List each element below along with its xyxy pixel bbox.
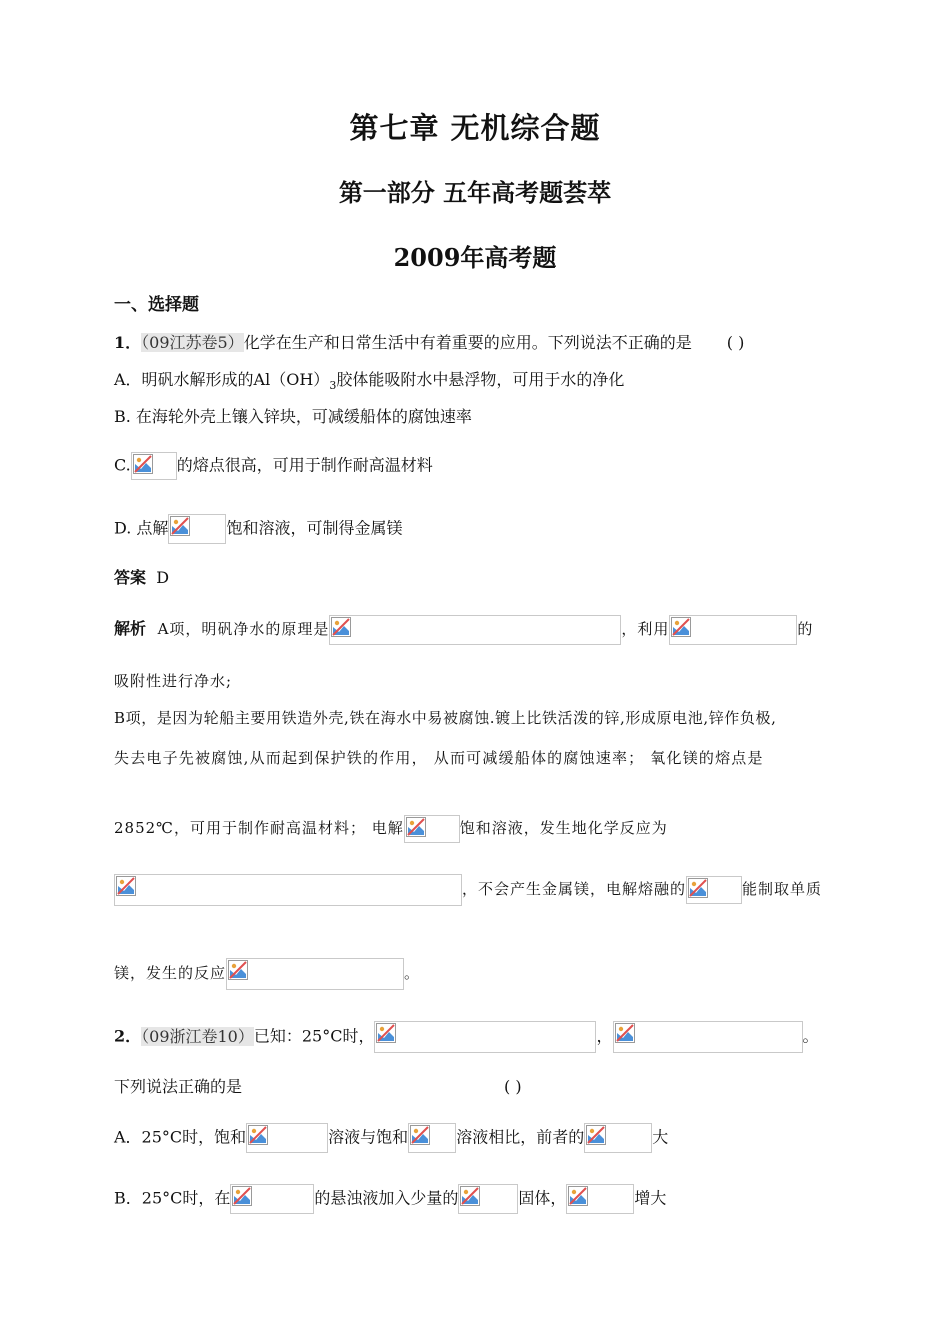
broken-image-icon bbox=[410, 1125, 430, 1145]
analysis-text: 。 bbox=[404, 964, 421, 982]
q1-option-c-label: C. bbox=[114, 455, 131, 475]
analysis-text: 镁，发生的反应 bbox=[114, 964, 227, 982]
formula-image bbox=[669, 615, 797, 645]
broken-image-icon bbox=[406, 817, 426, 837]
q1-source: （09江苏卷5） bbox=[141, 333, 244, 352]
chapter-title: 第七章 无机综合题 bbox=[349, 111, 601, 145]
q2-line-2 bbox=[114, 1076, 522, 1098]
formula-image bbox=[168, 514, 226, 544]
answer-value: D bbox=[156, 568, 170, 587]
analysis-text: A项，明矾净水的原理是 bbox=[157, 620, 330, 638]
q1-analysis-line-3: B项，是因为轮船主要用铁造外壳,铁在海水中易被腐蚀.镀上比铁活泼的锌,形成原电池,锌作负极, bbox=[114, 709, 777, 727]
q1-option-a-text-2: 胶体能吸附水中悬浮物，可用于水的净化 bbox=[336, 370, 625, 389]
q1-number: 1． bbox=[114, 333, 142, 352]
answer-label: 答案 bbox=[114, 568, 147, 587]
formula-image bbox=[408, 1123, 456, 1153]
q2-option-a-text: 溶液与饱和 bbox=[328, 1127, 409, 1147]
broken-image-icon bbox=[170, 516, 190, 536]
section-heading: 一、选择题 bbox=[114, 295, 199, 315]
q2-option-a-text: 大 bbox=[652, 1127, 669, 1147]
part-title: 第一部分 五年高考题荟萃 bbox=[338, 178, 612, 207]
q2-option-b-text: 的悬浊液加入少量的 bbox=[314, 1188, 459, 1208]
broken-image-icon bbox=[615, 1023, 635, 1043]
q1-answer bbox=[114, 567, 169, 589]
q2-period: 。 bbox=[802, 1026, 819, 1046]
q2-option-a-text: 溶液相比，前者的 bbox=[456, 1127, 585, 1147]
formula-image bbox=[246, 1123, 328, 1153]
q1-analysis-line-5 bbox=[114, 815, 668, 843]
broken-image-icon bbox=[232, 1186, 252, 1206]
formula-image bbox=[404, 815, 460, 843]
q1-option-a-text: A．明矾水解形成的Al（OH） bbox=[114, 370, 330, 389]
broken-image-icon bbox=[671, 617, 691, 637]
analysis-text: 2852℃，可用于制作耐高温材料； 电解 bbox=[114, 819, 404, 837]
q1-option-d bbox=[114, 514, 402, 544]
formula-image bbox=[131, 452, 177, 480]
q2-option-a-text: A．25°C时，饱和 bbox=[114, 1127, 247, 1147]
formula-image bbox=[566, 1184, 634, 1214]
q1-analysis-line-4: 失去电子先被腐蚀,从而起到保护铁的作用， 从而可减缓船体的腐蚀速率； 氧化镁的熔点是 bbox=[114, 749, 764, 767]
q2-option-b-text: 固体， bbox=[518, 1188, 567, 1208]
q2-option-b bbox=[114, 1184, 666, 1214]
q1-stem bbox=[114, 332, 744, 354]
analysis-text: ，不会产生金属镁，电解熔融的 bbox=[462, 880, 687, 898]
formula-image bbox=[584, 1123, 652, 1153]
q1-option-c bbox=[114, 452, 433, 480]
q1-paren: ( ) bbox=[726, 333, 745, 352]
broken-image-icon bbox=[248, 1125, 268, 1145]
q2-paren: ( ) bbox=[504, 1077, 522, 1096]
q1-analysis-line-1 bbox=[114, 615, 813, 645]
broken-image-icon bbox=[376, 1023, 396, 1043]
analysis-label: 解析 bbox=[114, 619, 147, 638]
q1-option-c-text: 的熔点很高，可用于制作耐高温材料 bbox=[176, 455, 433, 475]
q1-analysis-line-2: 吸附性进行净水; bbox=[114, 672, 233, 690]
broken-image-icon bbox=[228, 960, 248, 980]
q1-option-d-label: D. 点解 bbox=[114, 518, 169, 538]
formula-image bbox=[458, 1184, 518, 1214]
q1-analysis-line-7 bbox=[114, 958, 420, 990]
analysis-text: 饱和溶液，发生地化学反应为 bbox=[459, 819, 668, 837]
formula-image bbox=[230, 1184, 314, 1214]
q1-option-a-subscript: 3 bbox=[329, 379, 337, 392]
q2-number: 2． bbox=[114, 1026, 142, 1046]
year-title: 2009年高考题 bbox=[393, 243, 557, 272]
q2-option-b-text: B．25°C时，在 bbox=[114, 1188, 231, 1208]
formula-image bbox=[114, 874, 462, 906]
q1-option-b: B. 在海轮外壳上镶入锌块，可减缓船体的腐蚀速率 bbox=[114, 407, 472, 426]
q2-stem bbox=[114, 1021, 819, 1053]
formula-image bbox=[329, 615, 621, 645]
broken-image-icon bbox=[116, 876, 136, 896]
formula-image bbox=[374, 1021, 596, 1053]
analysis-text: 的 bbox=[797, 620, 814, 638]
broken-image-icon bbox=[586, 1125, 606, 1145]
broken-image-icon bbox=[460, 1186, 480, 1206]
broken-image-icon bbox=[568, 1186, 588, 1206]
broken-image-icon bbox=[331, 617, 351, 637]
q2-comma: ， bbox=[596, 1026, 613, 1046]
q2-option-a bbox=[114, 1123, 668, 1153]
broken-image-icon bbox=[688, 878, 708, 898]
q2-source: （09浙江卷10） bbox=[141, 1026, 254, 1046]
analysis-text: ，利用 bbox=[621, 620, 670, 638]
q2-option-b-text: 增大 bbox=[634, 1188, 667, 1208]
q1-option-d-text: 饱和溶液，可制得金属镁 bbox=[226, 518, 403, 538]
formula-image bbox=[613, 1021, 803, 1053]
q2-question: 下列说法正确的是 bbox=[114, 1077, 243, 1096]
q1-analysis-line-6 bbox=[114, 874, 822, 906]
formula-image bbox=[226, 958, 404, 990]
analysis-text: 能制取单质 bbox=[742, 880, 823, 898]
q1-text: 化学在生产和日常生活中有着重要的应用。下列说法不正确的是 bbox=[243, 333, 692, 352]
formula-image bbox=[686, 876, 742, 904]
q2-text: 已知：25°C时， bbox=[253, 1026, 375, 1046]
q1-option-a bbox=[114, 369, 624, 397]
broken-image-icon bbox=[133, 454, 153, 474]
